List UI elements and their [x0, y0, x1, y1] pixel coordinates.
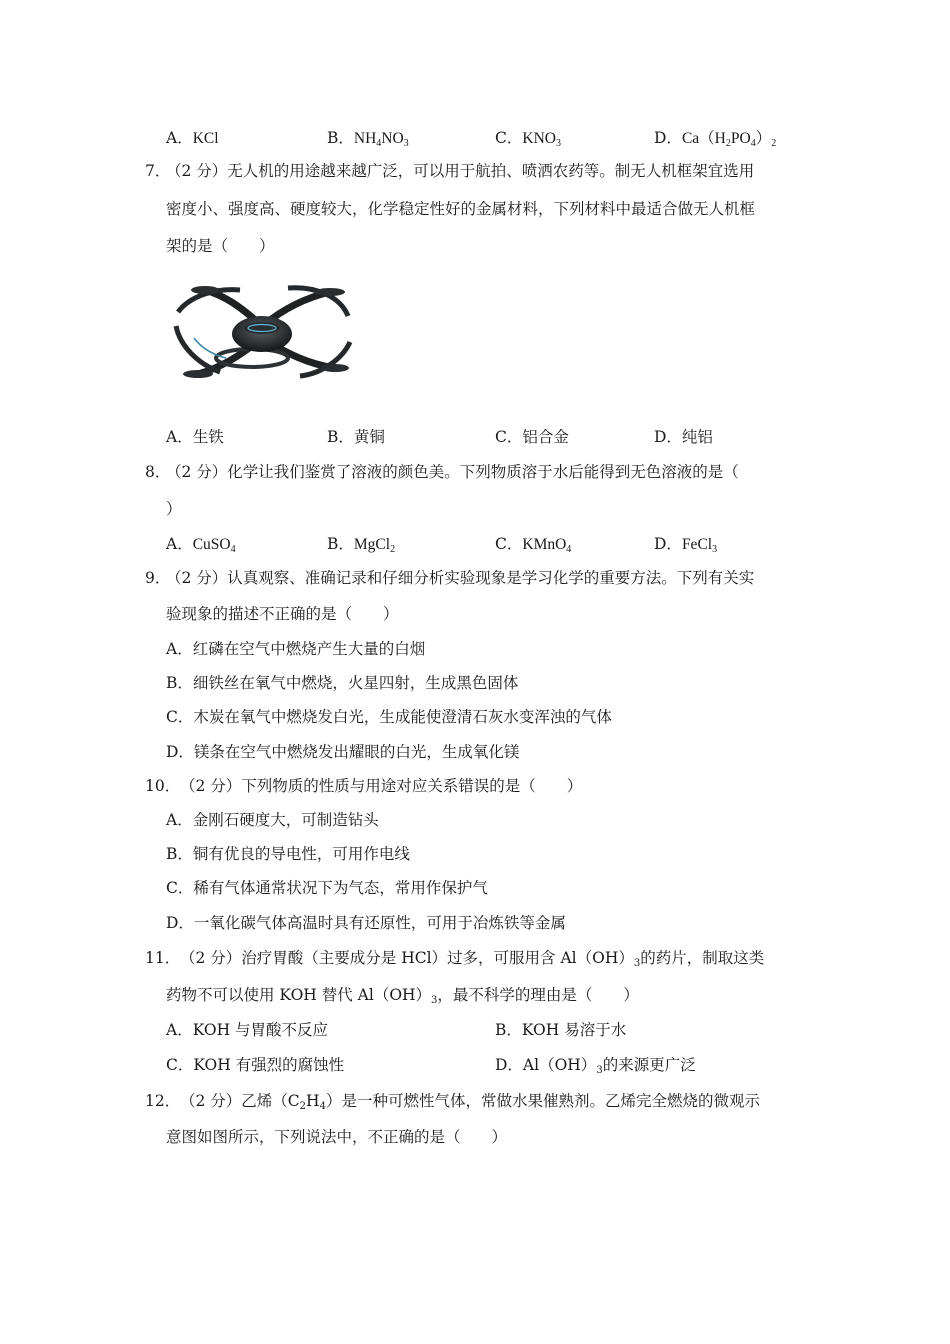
drone-image: [170, 276, 354, 392]
q9-option-d: D．镁条在空气中燃烧发出耀眼的白光，生成氧化镁: [166, 743, 520, 761]
q9-text-line-1: （2 分）认真观察、准确记录和仔细分析实验现象是学习化学的重要方法。下列有关实: [166, 569, 755, 587]
q6-option-d: D．$Ca(H_2PO_4)_2$: [654, 129, 777, 149]
q8-option-d: D．FeCl$_3$: [654, 535, 718, 555]
q11-option-b: B．KOH 易溶于水: [495, 1021, 627, 1039]
q6-option-b: B．$NH_4NO_3$: [327, 129, 409, 149]
q12-number: 12．: [145, 1092, 181, 1110]
q12-text-line-1: （2 分）乙烯$(C_2H_4)$是一种可燃性气体，常做水果催熟剂。乙烯完全燃烧的微观示: [180, 1092, 760, 1112]
q11-option-d: D．$Al(OH)_3$的来源更广泛: [495, 1056, 696, 1076]
q11-option-c: C．KOH 有强烈的腐蚀性: [166, 1056, 345, 1074]
q8-number: 8．: [145, 463, 171, 481]
q10-number: 10．: [145, 777, 181, 795]
q11-number: 11．: [145, 949, 181, 967]
q8-text-line-1: （2 分）化学让我们鉴赏了溶液的颜色美。下列物质溶于水后能得到无色溶液的是（: [166, 463, 739, 481]
q10-option-a: A．金刚石硬度大，可制造钻头: [166, 811, 379, 829]
q12-text-line-2: 意图如图所示，下列说法中，不正确的是（ ）: [166, 1128, 508, 1146]
q10-text-line-1: （2 分）下列物质的性质与用途对应关系错误的是（ ）: [180, 777, 583, 795]
q7-text-line-2: 密度小、强度高、硬度较大，化学稳定性好的金属材料，下列材料中最适合做无人机框: [166, 200, 756, 218]
q8-text-line-2: ）: [166, 500, 182, 518]
q10-option-b: B．铜有优良的导电性，可用作电线: [166, 845, 410, 863]
q7-option-d: D．纯铝: [654, 428, 713, 446]
q7-text-line-3: 架的是（ ）: [166, 237, 275, 255]
q7-option-a: A．生铁: [166, 428, 224, 446]
q8-option-c: C．KMnO$_4$: [495, 535, 572, 555]
q11-option-a: A．KOH 与胃酸不反应: [166, 1021, 329, 1039]
q6-option-a: A．KCl: [166, 129, 219, 147]
q7-number: 7．: [145, 162, 171, 180]
q11-text-line-2: 药物不可以使用 KOH 替代 $Al(OH)_3$，最不科学的理由是（ ）: [166, 986, 639, 1006]
q10-option-c: C．稀有气体通常状况下为气态，常用作保护气: [166, 879, 488, 897]
q11-text-line-1: （2 分）治疗胃酸（主要成分是 HCl）过多，可服用含 $Al(OH)_3$的药片，制取这类: [180, 949, 765, 969]
q9-option-b: B．细铁丝在氧气中燃烧，火星四射，生成黑色固体: [166, 674, 519, 692]
q6-option-c: C．$KNO_3$: [495, 129, 561, 149]
q7-option-c: C．铝合金: [495, 428, 569, 446]
q9-option-a: A．红磷在空气中燃烧产生大量的白烟: [166, 640, 426, 658]
q7-text-line-1: （2 分）无人机的用途越来越广泛，可以用于航拍、喷洒农药等。制无人机框架宜选用: [166, 162, 755, 180]
q8-option-a: A．CuSO$_4$: [166, 535, 236, 555]
q9-text-line-2: 验现象的描述不正确的是（ ）: [166, 605, 399, 623]
q9-number: 9．: [145, 569, 171, 587]
q7-option-b: B．黄铜: [327, 428, 385, 446]
q9-option-c: C．木炭在氧气中燃烧发白光，生成能使澄清石灰水变浑浊的气体: [166, 708, 612, 726]
q8-option-b: B．MgCl$_2$: [327, 535, 396, 555]
q10-option-d: D．一氧化碳气体高温时具有还原性，可用于冶炼铁等金属: [166, 914, 566, 932]
